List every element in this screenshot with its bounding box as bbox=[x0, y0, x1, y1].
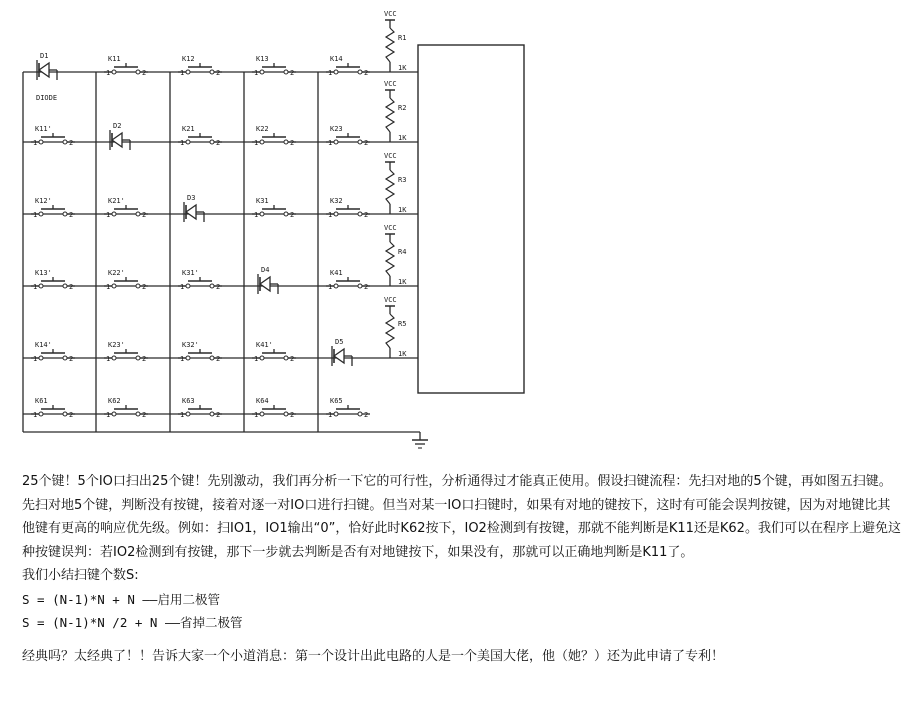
key-pin-label: 1 bbox=[106, 355, 111, 363]
key-contact bbox=[334, 284, 338, 288]
vcc-label: VCC bbox=[384, 10, 397, 18]
key-label: K21' bbox=[108, 197, 125, 205]
key-contact bbox=[186, 412, 190, 416]
key-contact bbox=[210, 412, 214, 416]
key-pin-label: 1 bbox=[180, 355, 185, 363]
key-label: K11' bbox=[35, 125, 52, 133]
key-pin-label: 1 bbox=[33, 211, 38, 219]
key-contact bbox=[112, 70, 116, 74]
key-contact bbox=[334, 70, 338, 74]
resistor-value: 1K bbox=[398, 64, 407, 72]
key-contact bbox=[63, 284, 67, 288]
key-contact bbox=[112, 412, 116, 416]
key-pin-label: 1 bbox=[180, 139, 185, 147]
key-pin-label: 1 bbox=[254, 139, 259, 147]
key-pin-label: 2 bbox=[364, 211, 369, 219]
key-pin-label: 1 bbox=[33, 283, 38, 291]
key-contact bbox=[284, 412, 288, 416]
key-pin-label: 2 bbox=[290, 139, 295, 147]
key-label: K64 bbox=[256, 397, 269, 405]
resistor-value: 1K bbox=[398, 278, 407, 286]
summary-intro: 我们小结扫键个数S: bbox=[22, 568, 139, 583]
key-contact bbox=[284, 212, 288, 216]
key-contact bbox=[136, 356, 140, 360]
key-pin-label: 2 bbox=[142, 283, 147, 291]
key-pin-label: 2 bbox=[69, 411, 74, 419]
key-contact bbox=[260, 212, 264, 216]
resistor-name: R4 bbox=[398, 248, 407, 256]
resistor-name: R1 bbox=[398, 34, 407, 42]
resistor-value: 1K bbox=[398, 134, 407, 142]
key-pin-label: 1 bbox=[180, 411, 185, 419]
key-pin-label: 2 bbox=[69, 355, 74, 363]
key-pin-label: 1 bbox=[33, 139, 38, 147]
formula-with-diodes: S = (N-1)*N + N ——启用二极管 bbox=[22, 591, 220, 607]
key-contact bbox=[136, 212, 140, 216]
key-contact bbox=[210, 284, 214, 288]
key-pin-label: 1 bbox=[106, 411, 111, 419]
key-pin-label: 2 bbox=[216, 139, 221, 147]
key-label: K32 bbox=[330, 197, 343, 205]
explanation-paragraph: 25个键！5个IO口扫出25个键！先别激动，我们再分析一下它的可行性，分析通得过才能真正使用。假设扫键流程：先扫对地的5个键，再如图五扫键。先扫对地5个键，判断没有按键，接着对逐一对IO口进行扫键。但当对某一IO口扫键时，如果有对地的键按下，这时有可能会误判按键，因为对地键比其他键有更高的响应优先级。例如：扫IO1，IO1输出“0”，恰好此时K62按下，IO2检测到有按键，那就不能判断是K11还是K62。我们可以在程序上避免这种按键误判：若IO2检测到有按键，那下一步就去判断是否有对地键按下，如果没有，那就可以正确地判断是K11了。 bbox=[22, 474, 901, 560]
vcc-label: VCC bbox=[384, 296, 397, 304]
diode-note-label: DIODE bbox=[36, 94, 58, 102]
resistor-zigzag bbox=[386, 28, 394, 62]
key-contact bbox=[63, 212, 67, 216]
diode-label: D5 bbox=[335, 338, 344, 346]
key-contact bbox=[112, 356, 116, 360]
key-pin-label: 1 bbox=[254, 211, 259, 219]
key-pin-label: 1 bbox=[254, 355, 259, 363]
key-pin-label: 2 bbox=[216, 411, 221, 419]
key-contact bbox=[39, 212, 43, 216]
key-label: K13' bbox=[35, 269, 52, 277]
key-pin-label: 2 bbox=[290, 69, 295, 77]
resistor-value: 1K bbox=[398, 206, 407, 214]
mcu-box bbox=[418, 45, 524, 393]
key-pin-label: 1 bbox=[254, 411, 259, 419]
key-contact bbox=[358, 212, 362, 216]
resistor-zigzag bbox=[386, 314, 394, 348]
key-contact bbox=[39, 412, 43, 416]
key-contact bbox=[112, 212, 116, 216]
resistor-name: R3 bbox=[398, 176, 407, 184]
key-contact bbox=[186, 70, 190, 74]
key-pin-label: 1 bbox=[328, 69, 333, 77]
key-pin-label: 1 bbox=[328, 283, 333, 291]
key-contact bbox=[284, 140, 288, 144]
diode-symbol bbox=[186, 205, 196, 219]
key-contact bbox=[334, 140, 338, 144]
key-label: K14 bbox=[330, 55, 343, 63]
key-contact bbox=[39, 356, 43, 360]
key-pin-label: 1 bbox=[106, 283, 111, 291]
key-pin-label: 2 bbox=[216, 69, 221, 77]
key-pin-label: 2 bbox=[142, 69, 147, 77]
key-contact bbox=[63, 140, 67, 144]
key-contact bbox=[112, 284, 116, 288]
key-pin-label: 2 bbox=[69, 283, 74, 291]
key-pin-label: 1 bbox=[328, 211, 333, 219]
key-pin-label: 2 bbox=[69, 139, 74, 147]
key-label: K14' bbox=[35, 341, 52, 349]
diode-label: D2 bbox=[113, 122, 122, 130]
key-label: K12 bbox=[182, 55, 195, 63]
key-label: K11 bbox=[108, 55, 121, 63]
vcc-label: VCC bbox=[384, 80, 397, 88]
key-pin-label: 1 bbox=[254, 69, 259, 77]
key-pin-label: 2 bbox=[142, 211, 147, 219]
key-contact bbox=[210, 356, 214, 360]
formula-without-diodes: S = (N-1)*N /2 + N ——省掉二极管 bbox=[22, 615, 243, 630]
key-pin-label: 2 bbox=[364, 139, 369, 147]
diode-label: D3 bbox=[187, 194, 196, 202]
key-pin-label: 2 bbox=[69, 211, 74, 219]
key-contact bbox=[358, 412, 362, 416]
key-contact bbox=[136, 70, 140, 74]
key-pin-label: 1 bbox=[328, 139, 333, 147]
closing-remark: 经典吗？太经典了！！告诉大家一个小道消息：第一个设计出此电路的人是一个美国大佬，他（她？）还为此申请了专利！ bbox=[22, 648, 725, 664]
key-label: K23' bbox=[108, 341, 125, 349]
key-pin-label: 2 bbox=[216, 283, 221, 291]
key-label: K21 bbox=[182, 125, 195, 133]
key-label: K41' bbox=[256, 341, 273, 349]
diode-symbol bbox=[39, 63, 49, 77]
key-pin-label: 2 bbox=[290, 355, 295, 363]
key-pin-label: 2 bbox=[142, 355, 147, 363]
key-pin-label: 2 bbox=[290, 411, 295, 419]
key-pin-label: 1 bbox=[33, 411, 38, 419]
key-label: K65 bbox=[330, 397, 343, 405]
key-contact bbox=[39, 140, 43, 144]
key-contact bbox=[136, 284, 140, 288]
key-pin-label: 1 bbox=[106, 69, 111, 77]
key-label: K61 bbox=[35, 397, 48, 405]
diode-label: D4 bbox=[261, 266, 270, 274]
key-contact bbox=[358, 70, 362, 74]
key-pin-label: 2 bbox=[142, 411, 147, 419]
key-contact bbox=[358, 140, 362, 144]
key-contact bbox=[63, 412, 67, 416]
diode-symbol bbox=[260, 277, 270, 291]
key-label: K22' bbox=[108, 269, 125, 277]
key-label: K62 bbox=[108, 397, 121, 405]
key-contact bbox=[210, 70, 214, 74]
key-label: K12' bbox=[35, 197, 52, 205]
vcc-label: VCC bbox=[384, 224, 397, 232]
key-label: K13 bbox=[256, 55, 269, 63]
key-contact bbox=[63, 356, 67, 360]
key-contact bbox=[210, 140, 214, 144]
key-pin-label: 2 bbox=[364, 411, 369, 419]
key-contact bbox=[284, 356, 288, 360]
key-pin-label: 2 bbox=[364, 283, 369, 291]
resistor-zigzag bbox=[386, 170, 394, 204]
key-contact bbox=[260, 70, 264, 74]
vcc-label: VCC bbox=[384, 152, 397, 160]
diode-symbol bbox=[334, 349, 344, 363]
key-contact bbox=[334, 212, 338, 216]
key-pin-label: 1 bbox=[328, 411, 333, 419]
key-contact bbox=[260, 412, 264, 416]
key-contact bbox=[186, 284, 190, 288]
key-pin-label: 1 bbox=[33, 355, 38, 363]
key-label: K31' bbox=[182, 269, 199, 277]
key-label: K63 bbox=[182, 397, 195, 405]
key-pin-label: 1 bbox=[106, 211, 111, 219]
key-contact bbox=[186, 140, 190, 144]
key-contact bbox=[284, 70, 288, 74]
key-label: K23 bbox=[330, 125, 343, 133]
key-contact bbox=[334, 412, 338, 416]
key-pin-label: 1 bbox=[180, 69, 185, 77]
diode-label: D1 bbox=[40, 52, 49, 60]
resistor-zigzag bbox=[386, 242, 394, 276]
key-contact bbox=[358, 284, 362, 288]
resistor-value: 1K bbox=[398, 350, 407, 358]
key-label: K32' bbox=[182, 341, 199, 349]
key-pin-label: 1 bbox=[180, 283, 185, 291]
article-text bbox=[22, 470, 902, 668]
resistor-zigzag bbox=[386, 98, 394, 132]
key-contact bbox=[186, 356, 190, 360]
key-contact bbox=[260, 356, 264, 360]
key-label: K41 bbox=[330, 269, 343, 277]
key-pin-label: 2 bbox=[290, 211, 295, 219]
key-pin-label: 2 bbox=[364, 69, 369, 77]
key-pin-label: 2 bbox=[216, 355, 221, 363]
resistor-name: R5 bbox=[398, 320, 407, 328]
key-contact bbox=[39, 284, 43, 288]
key-label: K31 bbox=[256, 197, 269, 205]
key-contact bbox=[260, 140, 264, 144]
key-contact bbox=[136, 412, 140, 416]
diode-symbol bbox=[112, 133, 122, 147]
resistor-name: R2 bbox=[398, 104, 407, 112]
key-label: K22 bbox=[256, 125, 269, 133]
